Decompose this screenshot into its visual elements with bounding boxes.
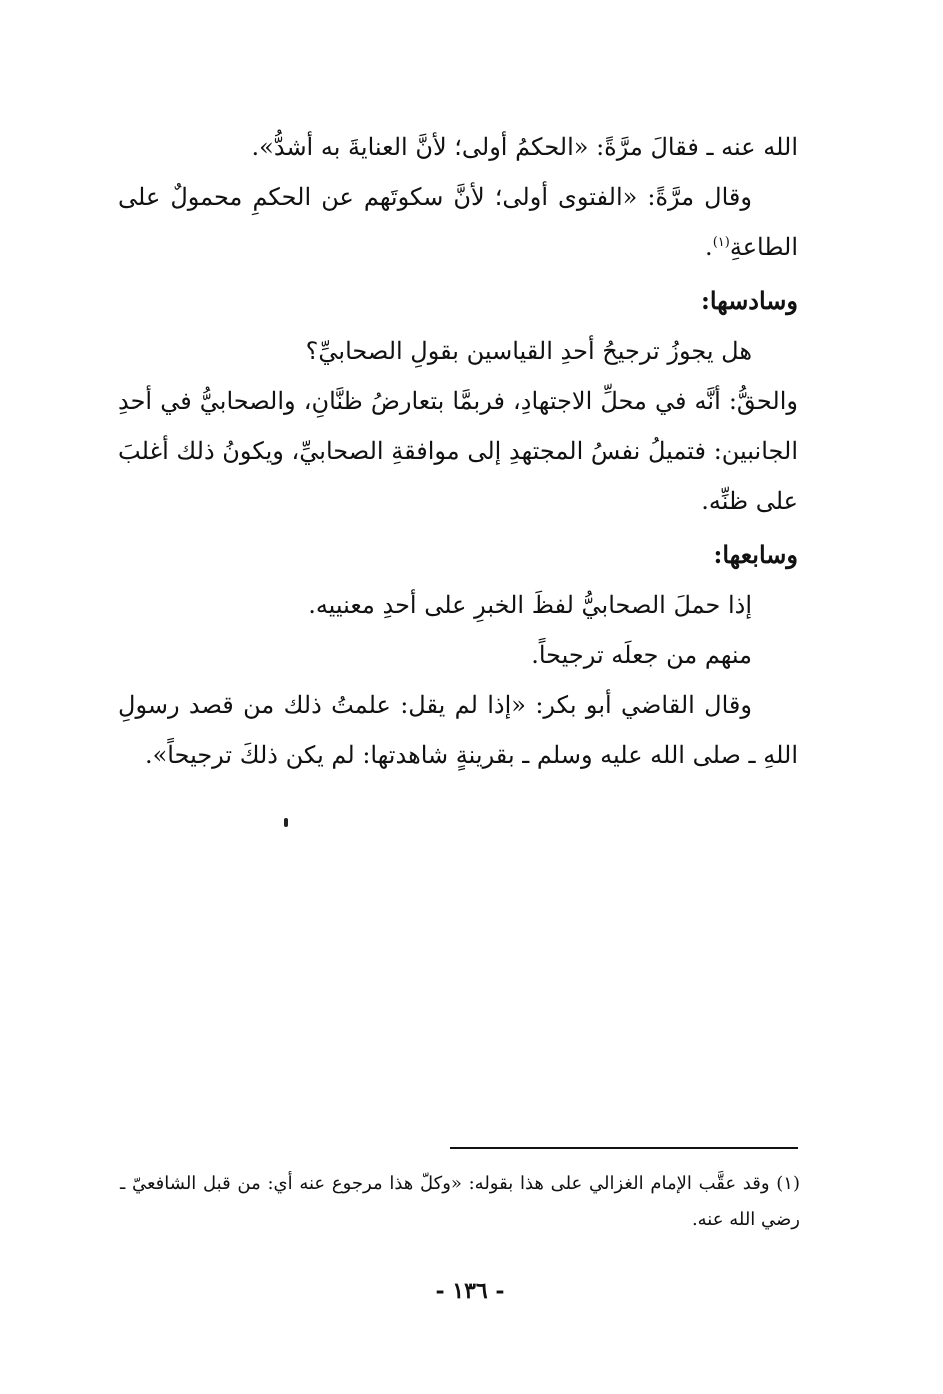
footnote: [120, 1166, 800, 1238]
footnote-divider: [450, 1147, 798, 1149]
ink-speck: [284, 818, 288, 827]
heading-sixth: وسادسها:: [700, 286, 798, 315]
main-text: [118, 122, 798, 780]
paragraph-2-text: وقال مرَّةً: «الفتوى أولى؛ لأنَّ سكوتَهم عن الحكمِ محمولٌ على الطاعةِ: [118, 183, 798, 261]
paragraph-2-end: .: [705, 233, 713, 261]
paragraph-2: [118, 172, 798, 272]
page-number: - ١٣٦ -: [435, 1278, 505, 1304]
footnote-reference: (١): [712, 235, 730, 250]
paragraph-4: والحقُّ: أنَّه في محلِّ الاجتهادِ، فربمَّا بتعارضُ ظنَّانِ، والصحابيُّ في أحدِ الجانبين: فتميلُ نفسُ المجتهدِ إلى موافقةِ الصحابيِّ، ويكونُ ذلك أغلبَ على ظنِّه.: [118, 387, 798, 515]
paragraph-7: وقال القاضي أبو بكر: «إذا لم يقل: علمتُ ذلك من قصد رسولِ اللهِ ـ صلى الله عليه وسلم ـ بقرينةٍ شاهدتها: لم يكن ذلكَ ترجيحاً».: [118, 691, 798, 769]
paragraph-1: الله عنه ـ فقالَ مرَّةً: «الحكمُ أولى؛ لأنَّ العنايةَ به أشدُّ».: [251, 133, 798, 161]
paragraph-6: منهم من جعلَه ترجيحاً.: [531, 641, 752, 669]
paragraph-3: هل يجوزُ ترجيحُ أحدِ القياسين بقولِ الصحابيِّ؟: [305, 337, 752, 365]
footnote-text: (١) وقد عقَّب الإمام الغزالي على هذا بقوله: «وكلّ هذا مرجوع عنه أي: من قبل الشافعيّ ـ رضي الله عنه.: [120, 1173, 800, 1230]
heading-seventh: وسابعها:: [713, 540, 798, 569]
paragraph-5: إذا حملَ الصحابيُّ لفظَ الخبرِ على أحدِ معنييه.: [308, 591, 752, 619]
